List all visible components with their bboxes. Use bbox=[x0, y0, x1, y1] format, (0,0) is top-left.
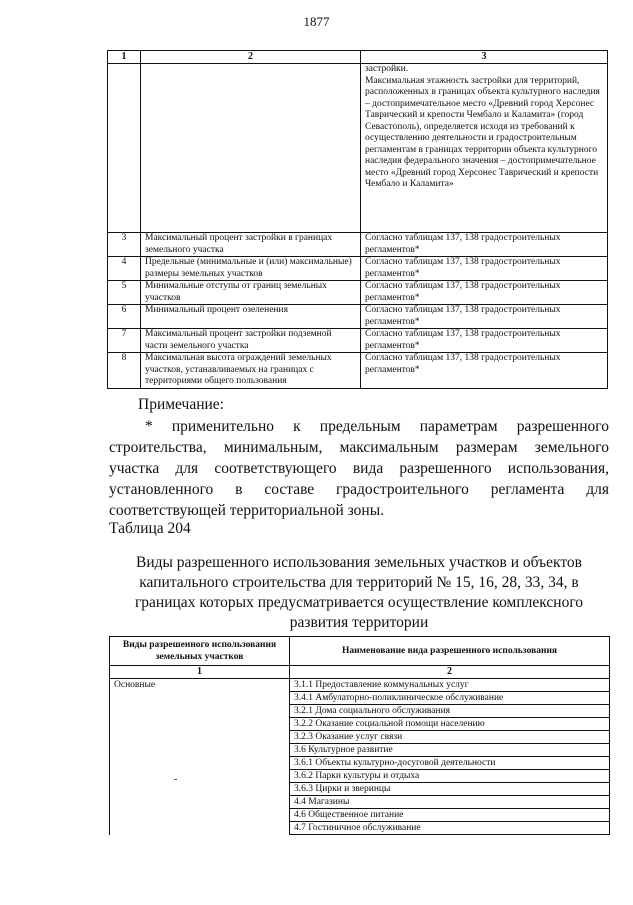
table-header-row bbox=[108, 51, 608, 64]
parameter-value: Согласно таблицам 137, 138 градостроительных регламентов* bbox=[361, 281, 608, 305]
permitted-use: 3.2.1 Дома социального обслуживания bbox=[290, 705, 610, 718]
parameter-value: Согласно таблицам 137, 138 градостроительных регламентов* bbox=[361, 257, 608, 281]
column-number-1: 1 bbox=[110, 666, 290, 679]
permitted-use: 3.6.3 Цирки и зверинцы bbox=[290, 783, 610, 796]
row-number: 8 bbox=[108, 353, 141, 389]
table-label: Таблица 204 bbox=[109, 520, 191, 537]
table-row bbox=[108, 233, 608, 257]
table-row bbox=[108, 329, 608, 353]
row-number: 3 bbox=[108, 233, 141, 257]
note-text: * применительно к предельным параметрам разрешенного строительства, минимальным, максимальным размерам земельного участка для соответствующего вида разрешенного использования, установленного в составе градостроительного регламента для соответствующей территориальной зоны. bbox=[109, 418, 609, 519]
parameter-name: Максимальный процент застройки подземной части земельного участка bbox=[141, 329, 361, 353]
permitted-use: 4.7 Гостиничное обслуживание bbox=[290, 822, 610, 835]
row-number: 6 bbox=[108, 305, 141, 329]
permitted-use: 3.2.3 Оказание услуг связи bbox=[290, 731, 610, 744]
parameter-value: Согласно таблицам 137, 138 градостроительных регламентов* bbox=[361, 233, 608, 257]
column-header-kinds: Виды разрешенного использования земельных участков bbox=[110, 637, 290, 666]
permitted-use: 3.1.1 Предоставление коммунальных услуг bbox=[290, 679, 610, 692]
permitted-use: 3.6 Культурное развитие bbox=[290, 744, 610, 757]
table-caption: Виды разрешенного использования земельных участков и объектов капитального строительства для территорий № 15, 16, 28, 33, 34, в границах которых предусматривается осуществление комплексного развития территории bbox=[134, 554, 584, 631]
parameters-table bbox=[107, 50, 608, 389]
table-row bbox=[110, 679, 610, 692]
parameter-value: Согласно таблицам 137, 138 градостроительных регламентов* bbox=[361, 353, 608, 389]
permitted-use: 3.6.1 Объекты культурно-досуговой деятельности bbox=[290, 757, 610, 770]
table-row bbox=[108, 305, 608, 329]
column-number-2: 2 bbox=[290, 666, 610, 679]
permitted-use: 4.6 Общественное питание bbox=[290, 809, 610, 822]
parameter-name: Максимальный процент застройки в границах земельного участка bbox=[141, 233, 361, 257]
table-row bbox=[108, 257, 608, 281]
parameter-name: Максимальная высота ограждений земельных участков, устанавливаемых на границах с территориями общего пользования bbox=[141, 353, 361, 389]
parameter-value: Согласно таблицам 137, 138 градостроительных регламентов* bbox=[361, 305, 608, 329]
table-header-number-row bbox=[110, 666, 610, 679]
parameter-name: Минимальные отступы от границ земельных участков bbox=[141, 281, 361, 305]
page-number: 1877 bbox=[303, 14, 330, 29]
permitted-use: 3.6.2 Парки культуры и отдыха bbox=[290, 770, 610, 783]
parameter-name bbox=[141, 64, 361, 233]
column-header-1: 1 bbox=[108, 51, 141, 64]
table-row bbox=[108, 281, 608, 305]
parameter-name: Предельные (минимальные и (или) максимальные) размеры земельных участков bbox=[141, 257, 361, 281]
row-number bbox=[108, 64, 141, 233]
row-number: 7 bbox=[108, 329, 141, 353]
parameter-name: Минимальный процент озеленения bbox=[141, 305, 361, 329]
table-row bbox=[108, 353, 608, 389]
column-header-name: Наименование вида разрешенного использования bbox=[290, 637, 610, 666]
parameter-value: застройки. Максимальная этажность застройки для территорий, расположенных в границах объекта культурного наследия – достопримечательное место «Древний город Херсонес Таврический и крепости Чембало и Каламита» (город Севастополь), определяется исходя из требований к осуществлению деятельности и градостроительным регламентам в границах территории объекта культурного наследия федерального значения – достопримечательное место «Древний город Херсонес Таврический и крепости Чембало и Каламита» bbox=[361, 64, 608, 233]
row-number: 4 bbox=[108, 257, 141, 281]
permitted-use: 3.4.1 Амбулаторно-поликлиническое обслуживание bbox=[290, 692, 610, 705]
column-header-2: 2 bbox=[141, 51, 361, 64]
dash-mark: - bbox=[174, 774, 178, 785]
table-header-row bbox=[110, 637, 610, 666]
note-title: Примечание: bbox=[138, 396, 224, 413]
row-number: 5 bbox=[108, 281, 141, 305]
permitted-use: 3.2.2 Оказание социальной помощи населению bbox=[290, 718, 610, 731]
column-header-3: 3 bbox=[361, 51, 608, 64]
use-category: Основные bbox=[110, 679, 290, 835]
table-row bbox=[108, 64, 608, 233]
permitted-uses-table bbox=[109, 636, 610, 835]
parameter-value: Согласно таблицам 137, 138 градостроительных регламентов* bbox=[361, 329, 608, 353]
permitted-use: 4.4 Магазины bbox=[290, 796, 610, 809]
